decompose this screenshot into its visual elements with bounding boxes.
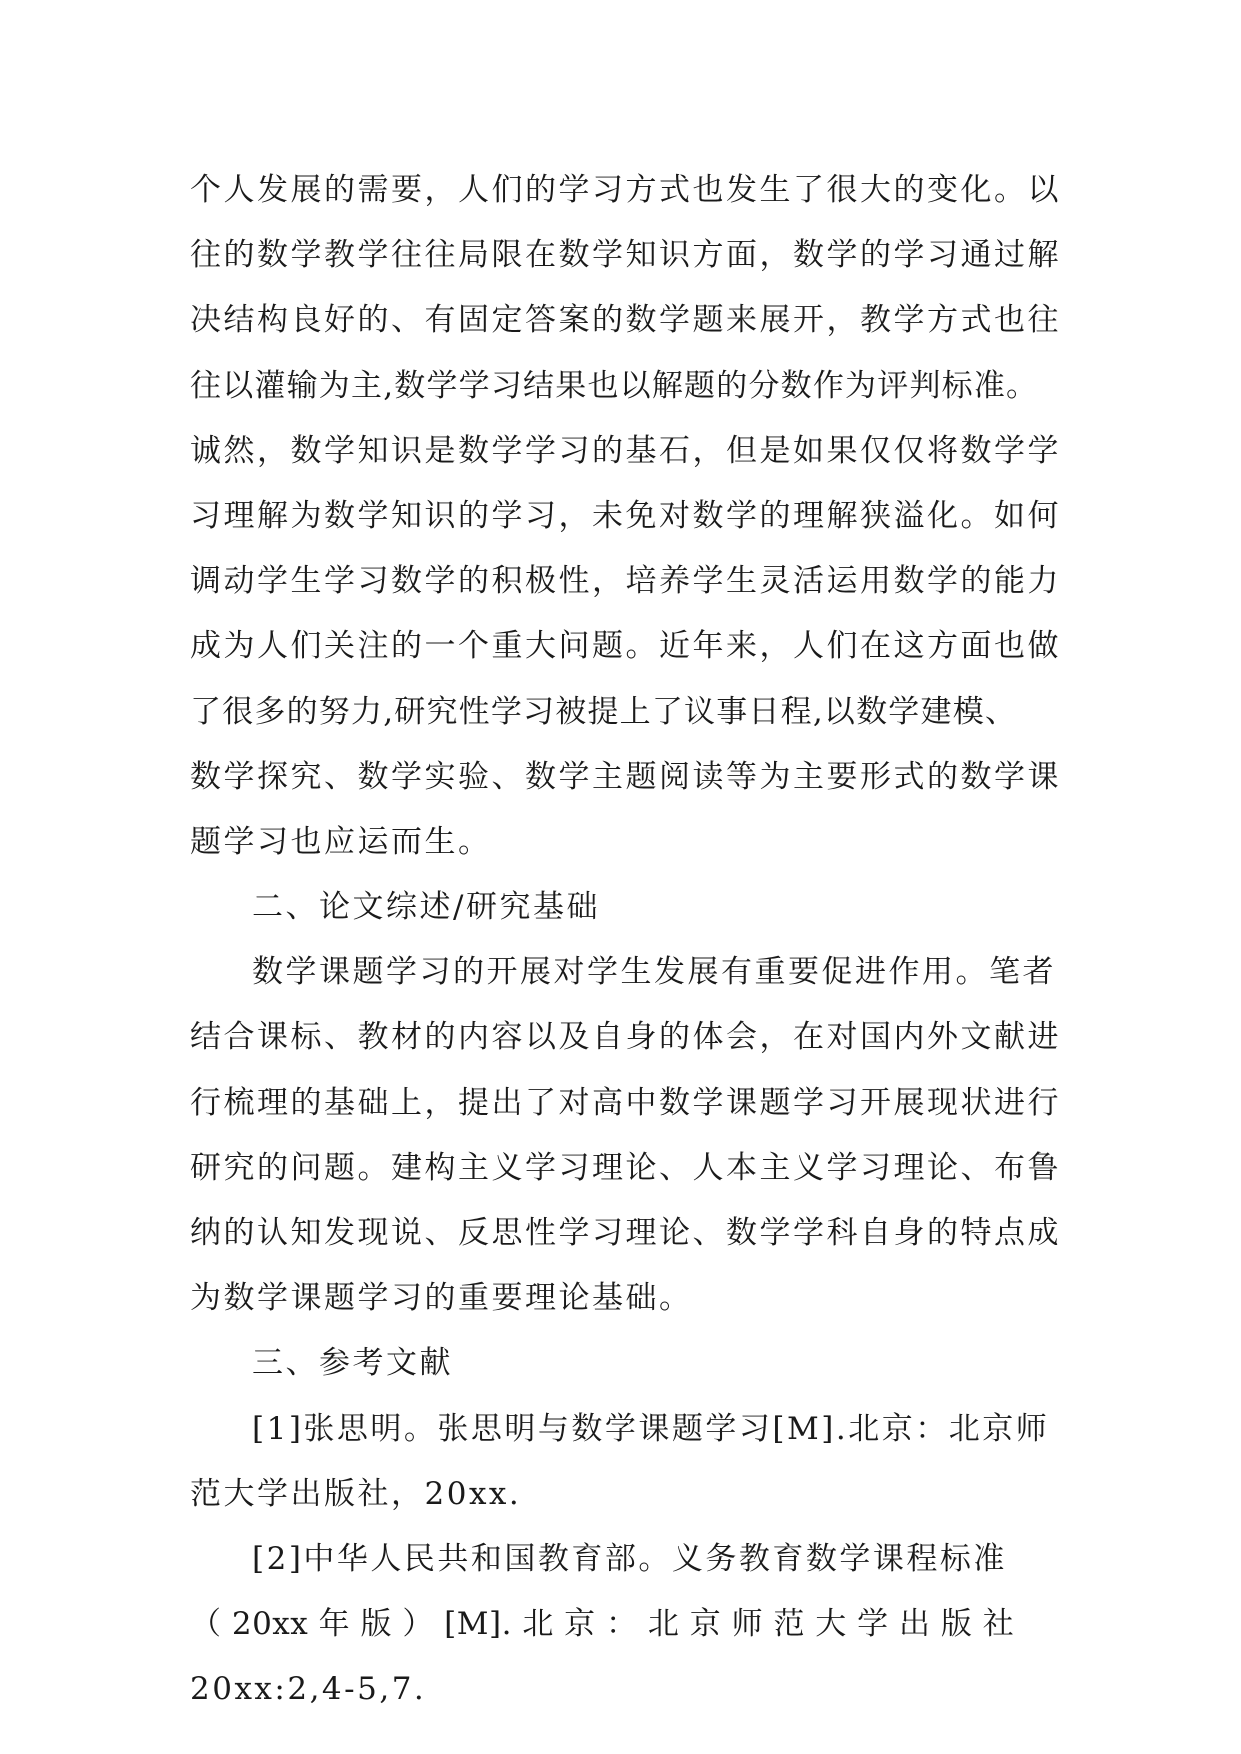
paragraph-line: 数学探究、数学实验、数学主题阅读等为主要形式的数学课 bbox=[190, 758, 1061, 795]
paragraph-line: 成为人们关注的一个重大问题。近年来，人们在这方面也做 bbox=[190, 628, 1061, 665]
paragraph-line: 往以灌输为主,数学学习结果也以解题的分数作为评判标准。 bbox=[190, 367, 1039, 404]
reference-line: （ 20xx 年 版 ） [M]. 北 京 ： 北 京 师 范 大 学 出 版 社 bbox=[190, 1606, 1015, 1643]
paragraph-line: 数学课题学习的开展对学生发展有重要促进作用。笔者 bbox=[252, 954, 1056, 991]
paragraph-line: 了很多的努力,研究性学习被提上了议事日程,以数学建模、 bbox=[190, 693, 1018, 730]
reference-line: [2]中华人民共和国教育部。义务教育数学课程标准 bbox=[252, 1540, 1007, 1577]
body-paragraph bbox=[190, 158, 1061, 875]
reference-line: 范大学出版社，20xx. bbox=[190, 1475, 522, 1512]
paragraph-line: 纳的认知发现说、反思性学习理论、数学学科自身的特点成 bbox=[190, 1215, 1061, 1251]
reference-item bbox=[190, 1527, 1050, 1723]
paragraph-line: 结合课标、教材的内容以及自身的体会，在对国内外文献进 bbox=[190, 1019, 1061, 1056]
paragraph-line: 调动学生学习数学的积极性，培养学生灵活运用数学的能力 bbox=[190, 563, 1061, 600]
paragraph-line: 往的数学教学往往局限在数学知识方面，数学的学习通过解 bbox=[190, 237, 1061, 274]
document-page bbox=[190, 158, 1061, 1723]
paragraph-line: 为数学课题学习的重要理论基础。 bbox=[190, 1280, 693, 1317]
body-paragraph bbox=[190, 940, 1061, 1331]
section-heading: 三、参考文献 bbox=[252, 1345, 453, 1382]
reference-line: 20xx:2,4-5,7. bbox=[190, 1671, 427, 1708]
paragraph-line: 诚然，数学知识是数学学习的基石，但是如果仅仅将数学学 bbox=[190, 432, 1061, 469]
section-heading: 二、论文综述/研究基础 bbox=[252, 889, 600, 926]
paragraph-line: 习理解为数学知识的学习，未免对数学的理解狭溢化。如何 bbox=[190, 497, 1061, 534]
paragraph-line: 行梳理的基础上，提出了对高中数学课题学习开展现状进行 bbox=[190, 1084, 1061, 1121]
reference-line: [1]张思明。张思明与数学课题学习[M].北京：北京师 bbox=[252, 1410, 1050, 1447]
paragraph-line: 个人发展的需要，人们的学习方式也发生了很大的变化。以 bbox=[190, 172, 1061, 208]
paragraph-line: 研究的问题。建构主义学习理论、人本主义学习理论、布鲁 bbox=[190, 1149, 1061, 1186]
paragraph-line: 决结构良好的、有固定答案的数学题来展开，教学方式也往 bbox=[190, 302, 1061, 339]
paragraph-line: 题学习也应运而生。 bbox=[190, 823, 492, 860]
reference-item bbox=[190, 1397, 1050, 1527]
